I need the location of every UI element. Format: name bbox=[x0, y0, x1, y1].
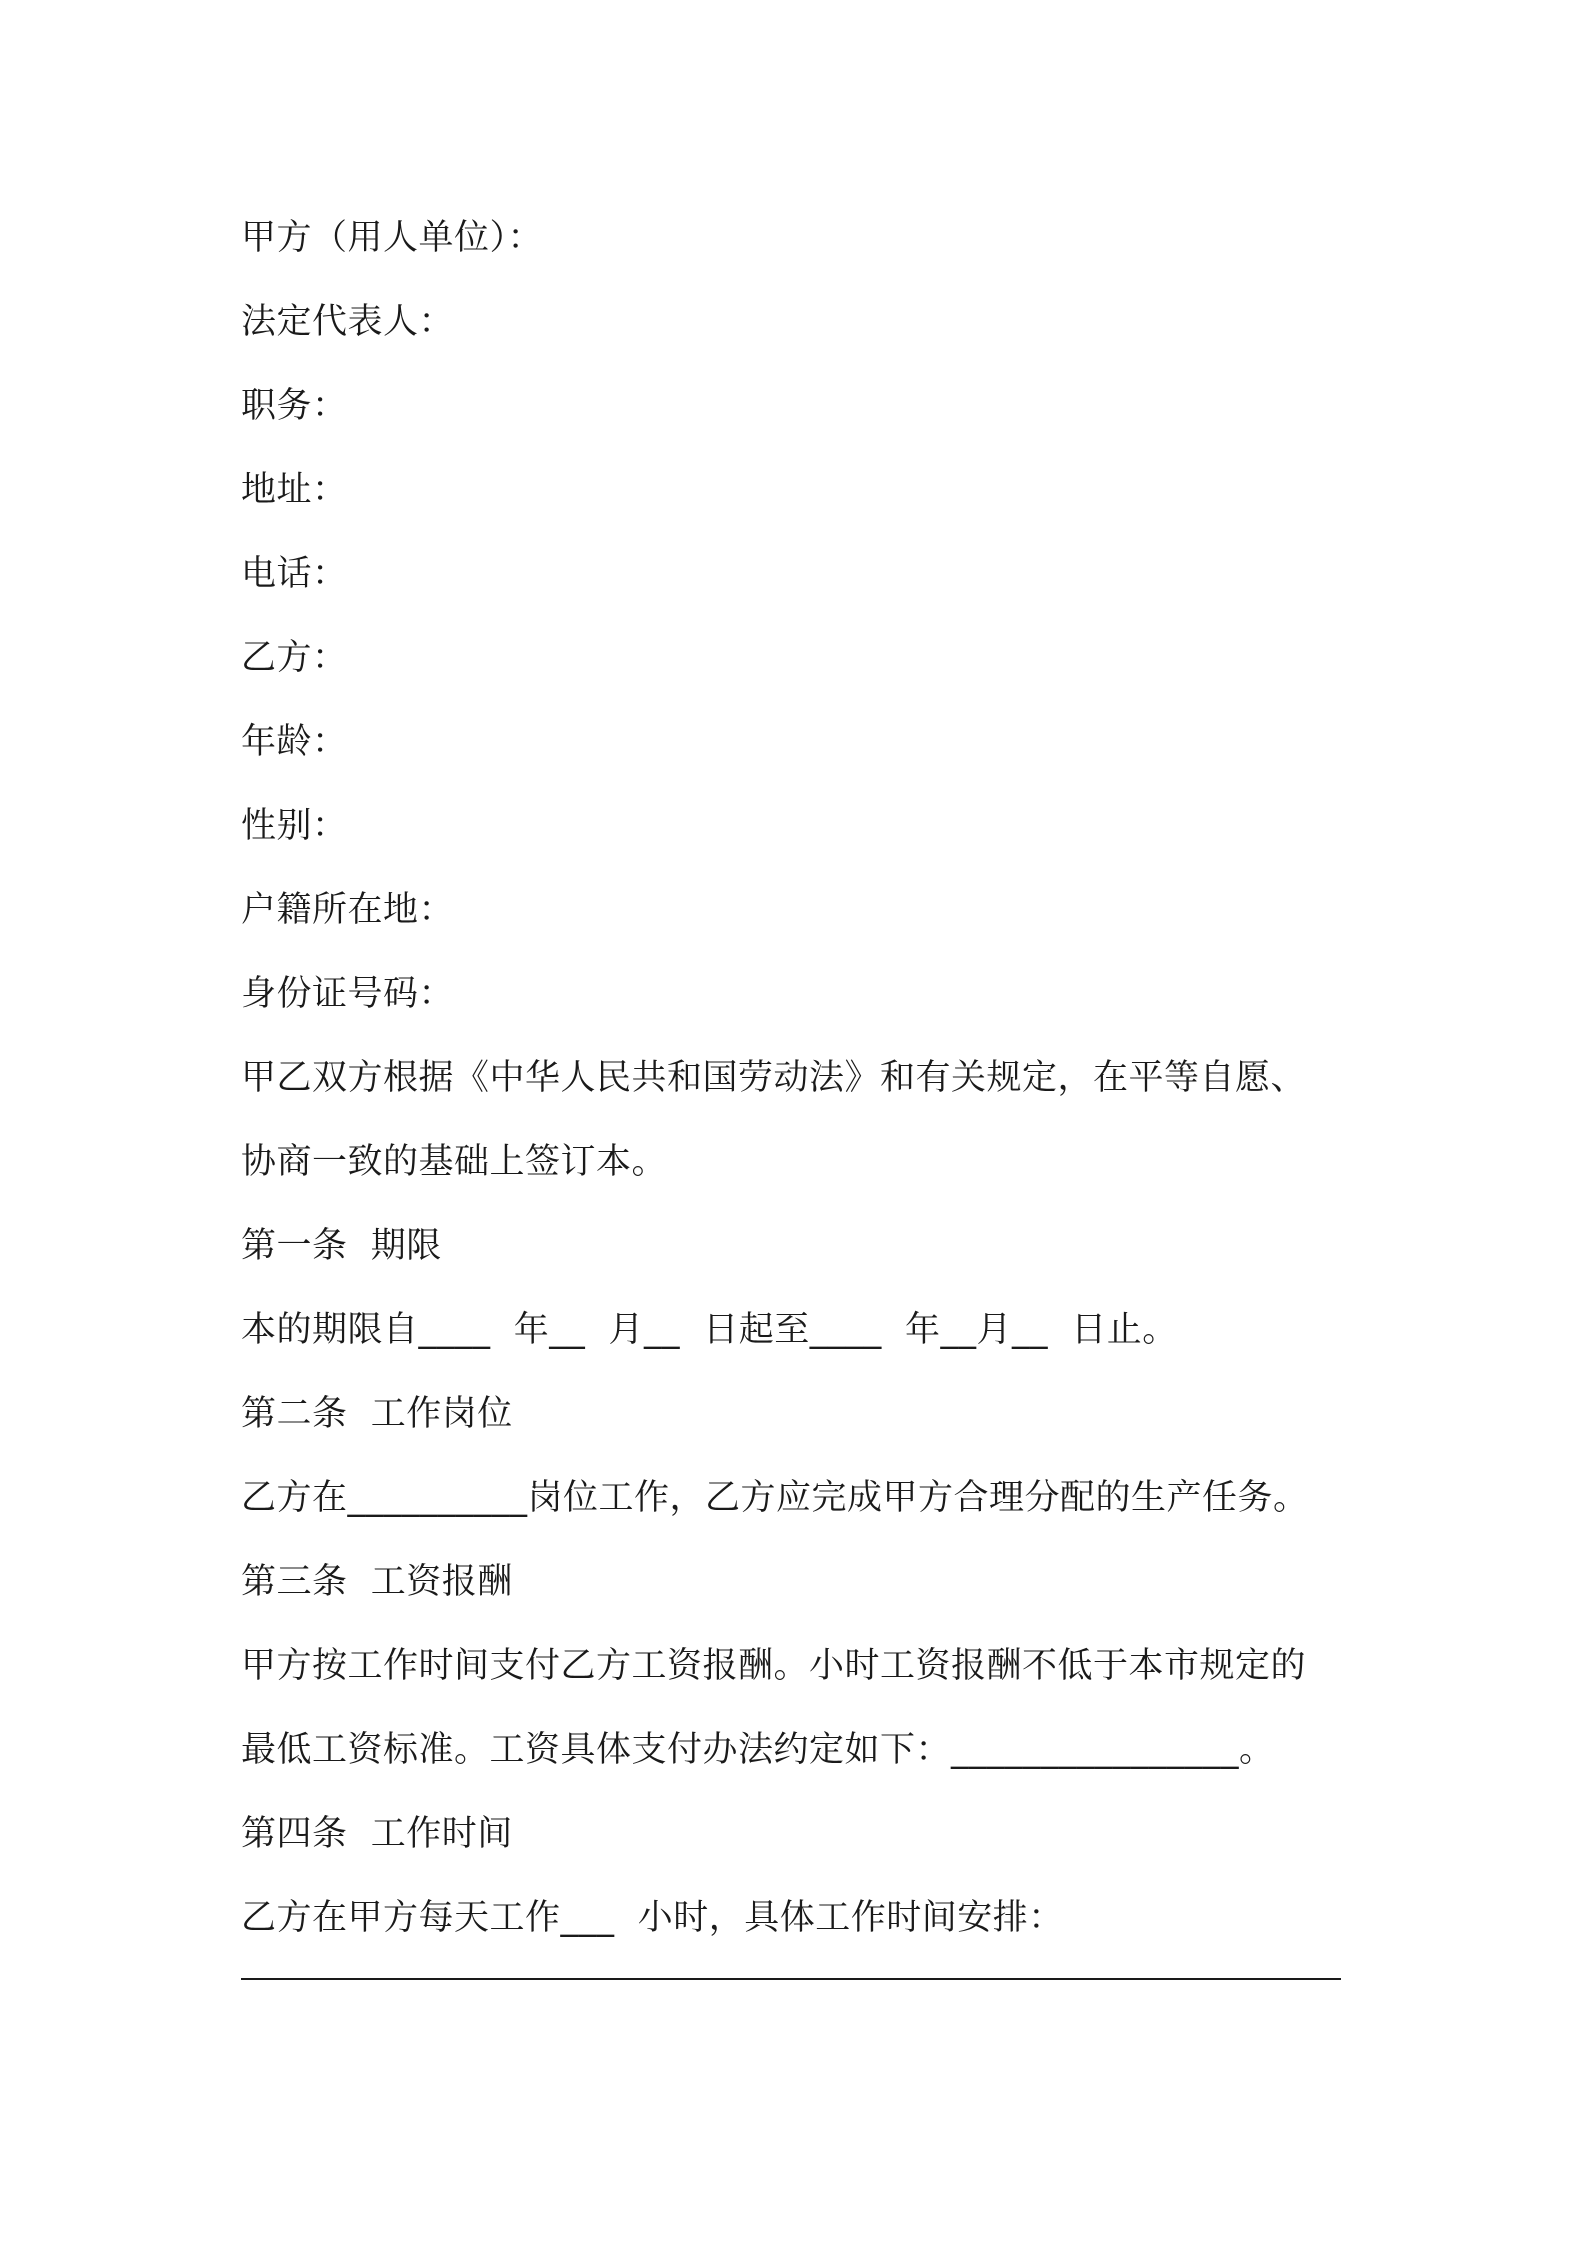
id-number-label: 身份证号码： bbox=[241, 974, 455, 1014]
article-3-heading: 第三条 工资报酬 bbox=[241, 1562, 513, 1602]
gender-label: 性别： bbox=[241, 806, 348, 846]
article-3-text-line-1: 甲方按工作时间支付乙方工资报酬。小时工资报酬不低于本市规定的 bbox=[241, 1646, 1307, 1686]
household-registration-label: 户籍所在地： bbox=[241, 890, 455, 930]
article-2-text: 乙方在__________岗位工作，乙方应完成甲方合理分配的生产任务。 bbox=[241, 1478, 1309, 1518]
party-a-label: 甲方（用人单位）： bbox=[241, 218, 544, 258]
article-1-heading: 第一条 期限 bbox=[241, 1226, 442, 1266]
phone-label: 电话： bbox=[241, 554, 348, 594]
age-label: 年龄： bbox=[241, 722, 348, 762]
article-4-heading: 第四条 工作时间 bbox=[241, 1814, 513, 1854]
legal-representative-label: 法定代表人： bbox=[241, 302, 455, 342]
preamble-line-2: 协商一致的基础上签订本。 bbox=[241, 1142, 668, 1182]
article-1-text: 本的期限自____ 年__ 月__ 日起至____ 年__月__ 日止。 bbox=[241, 1310, 1178, 1350]
address-label: 地址： bbox=[241, 470, 348, 510]
article-3-text-line-2: 最低工资标准。工资具体支付办法约定如下：________________。 bbox=[241, 1730, 1275, 1770]
party-b-label: 乙方： bbox=[241, 638, 348, 678]
contract-page bbox=[241, 196, 1361, 1980]
article-4-text: 乙方在甲方每天工作___ 小时，具体工作时间安排： bbox=[241, 1898, 1064, 1938]
position-label: 职务： bbox=[241, 386, 348, 426]
article-2-heading: 第二条 工作岗位 bbox=[241, 1394, 513, 1434]
schedule-blank-line bbox=[241, 1978, 1341, 1980]
preamble-line-1: 甲乙双方根据《中华人民共和国劳动法》和有关规定，在平等自愿、 bbox=[241, 1058, 1307, 1098]
